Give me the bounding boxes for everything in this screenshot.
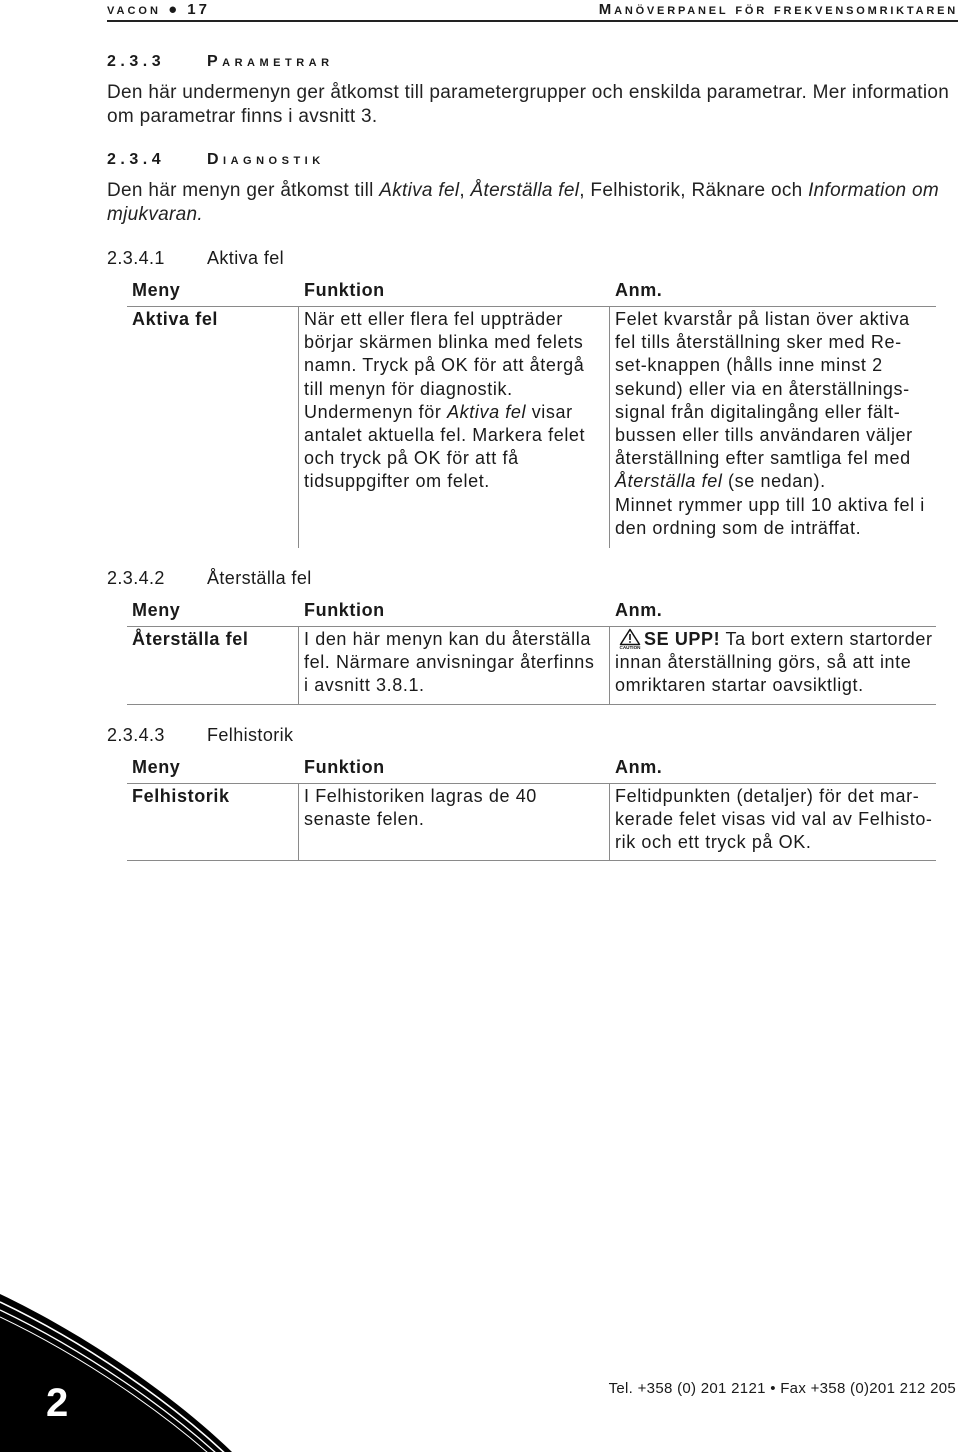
table-aterstalla-fel xyxy=(127,599,936,705)
menu-cell xyxy=(127,784,298,860)
function-line: I den här menyn kan du återställa xyxy=(304,629,591,649)
column-header-anm: Anm. xyxy=(615,757,663,777)
note-line: kerade felet visas vid val av Felhisto- xyxy=(615,809,933,830)
note-line: sekund) eller via en återställnings- xyxy=(615,378,910,399)
subsection-number: 2.3.4.1 xyxy=(107,248,165,268)
function-cell xyxy=(298,307,609,548)
note-line: fel tills återställning sker med Re- xyxy=(615,332,902,353)
section-title: Parametrar xyxy=(207,53,334,70)
note-line: Felet kvarstår på listan över aktiva xyxy=(615,309,910,329)
note-text: Ta bort extern startorder xyxy=(720,629,933,649)
menu-cell xyxy=(127,307,298,548)
note-line: den ordning som de inträffat. xyxy=(615,517,862,538)
paragraph-line xyxy=(107,179,939,203)
function-line: i avsnitt 3.8.1. xyxy=(304,675,425,696)
table-row xyxy=(127,627,936,705)
paragraph-text: Den här menyn ger åtkomst till xyxy=(107,180,380,201)
table-header-row xyxy=(127,599,936,627)
function-line: börjar skärmen blinka med felets xyxy=(304,332,584,353)
note-line: bussen eller tills användaren väljer xyxy=(615,425,913,446)
function-line: I Felhistoriken lagras de 40 xyxy=(304,786,537,806)
table-header-row xyxy=(127,279,936,307)
menu-name: Aktiva fel xyxy=(132,309,219,329)
paragraph-parametrar xyxy=(107,81,949,129)
menu-name: Återställa fel xyxy=(132,629,249,649)
subsection-title: Aktiva fel xyxy=(207,248,285,268)
subsection-number: 2.3.4.3 xyxy=(107,725,165,745)
note-line: Feltidpunkten (detaljer) för det mar- xyxy=(615,786,920,806)
column-header-meny: Meny xyxy=(132,280,181,300)
function-line: senaste felen. xyxy=(304,809,425,830)
table-header-row xyxy=(127,756,936,784)
function-line: antalet aktuella fel. Markera felet xyxy=(304,425,586,446)
menu-reference: Aktiva fel xyxy=(379,180,460,201)
section-heading-parametrar xyxy=(0,52,960,72)
function-line: När ett eller flera fel uppträder xyxy=(304,309,563,329)
column-header-meny: Meny xyxy=(132,757,181,777)
page-corner-graphic xyxy=(0,1290,240,1452)
paragraph-text: , Felhistorik, Räknare och xyxy=(579,180,809,201)
header-chapter-title: Manöverpanel för frekvensomriktaren xyxy=(598,1,958,18)
menu-cell xyxy=(127,627,298,704)
section-title: Diagnostik xyxy=(207,151,325,168)
column-header-anm: Anm. xyxy=(615,280,663,300)
table-row xyxy=(127,784,936,861)
page-number: 2 xyxy=(46,1381,69,1425)
paragraph-text: , xyxy=(459,180,471,201)
menu-reference: mjukvaran. xyxy=(107,204,203,225)
function-text: Undermenyn för xyxy=(304,401,448,422)
table-felhistorik xyxy=(127,756,936,861)
subsection-title: Återställa fel xyxy=(207,568,312,588)
menu-reference: Återställa fel xyxy=(470,180,580,201)
header-brand-page: vacon ● 17 xyxy=(107,1,210,18)
warning-label: SE UPP! xyxy=(644,629,721,649)
note-cell xyxy=(609,627,936,704)
note-cell xyxy=(609,784,936,860)
function-line: och tryck på OK för att få xyxy=(304,448,519,469)
menu-reference: Återställa fel xyxy=(615,471,723,492)
column-header-funktion: Funktion xyxy=(304,600,385,620)
caution-triangle-icon xyxy=(619,628,641,650)
subsection-number: 2.3.4.2 xyxy=(107,568,165,588)
function-text: visar xyxy=(526,401,573,422)
function-cell xyxy=(298,784,609,860)
note-line: omriktaren startar oavsiktligt. xyxy=(615,675,864,696)
function-line xyxy=(304,401,609,424)
note-line xyxy=(615,470,936,493)
section-number: 2.3.3 xyxy=(107,53,166,70)
header-rule xyxy=(107,20,958,22)
menu-reference: Information om xyxy=(808,180,939,201)
subsection-heading-aterstalla-fel xyxy=(0,567,960,589)
paragraph-line: om parametrar finns i avsnitt 3. xyxy=(107,106,378,127)
menu-reference: Aktiva fel xyxy=(447,401,527,422)
subsection-heading-aktiva-fel xyxy=(0,247,960,269)
function-line: till menyn för diagnostik. xyxy=(304,378,513,399)
note-line: Minnet rymmer upp till 10 aktiva fel i xyxy=(615,494,925,515)
note-text: (se nedan). xyxy=(722,471,826,492)
note-line: set-knappen (hålls inne minst 2 xyxy=(615,355,883,376)
footer-contact: Tel. +358 (0) 201 2121 • Fax +358 (0)201 212 205 xyxy=(608,1380,956,1397)
function-line: fel. Närmare anvisningar återfinns xyxy=(304,652,595,673)
function-cell xyxy=(298,627,609,704)
column-header-funktion: Funktion xyxy=(304,757,385,777)
paragraph-line xyxy=(107,203,939,227)
note-line: rik och ett tryck på OK. xyxy=(615,832,812,853)
note-line: signal från digitalingång eller fält- xyxy=(615,401,901,422)
table-aktiva-fel xyxy=(127,279,936,548)
section-heading-diagnostik xyxy=(0,150,960,170)
menu-name: Felhistorik xyxy=(132,786,230,806)
note-line: återställning efter samtliga fel med xyxy=(615,448,911,469)
column-header-meny: Meny xyxy=(132,600,181,620)
subsection-heading-felhistorik xyxy=(0,724,960,746)
section-number: 2.3.4 xyxy=(107,151,166,168)
note-cell xyxy=(609,307,936,548)
function-line: namn. Tryck på OK för att återgå xyxy=(304,355,585,376)
column-header-anm: Anm. xyxy=(615,600,663,620)
column-header-funktion: Funktion xyxy=(304,280,385,300)
caution-label: CAUTION xyxy=(619,645,641,650)
table-row xyxy=(127,307,936,548)
note-line: innan återställning görs, så att inte xyxy=(615,652,912,673)
paragraph-line: Den här undermenyn ger åtkomst till parametergrupper och enskilda parametrar. Mer information xyxy=(107,82,950,103)
subsection-title: Felhistorik xyxy=(207,725,294,745)
function-line: tidsuppgifter om felet. xyxy=(304,471,490,492)
note-line xyxy=(615,628,936,651)
paragraph-diagnostik xyxy=(107,179,939,227)
